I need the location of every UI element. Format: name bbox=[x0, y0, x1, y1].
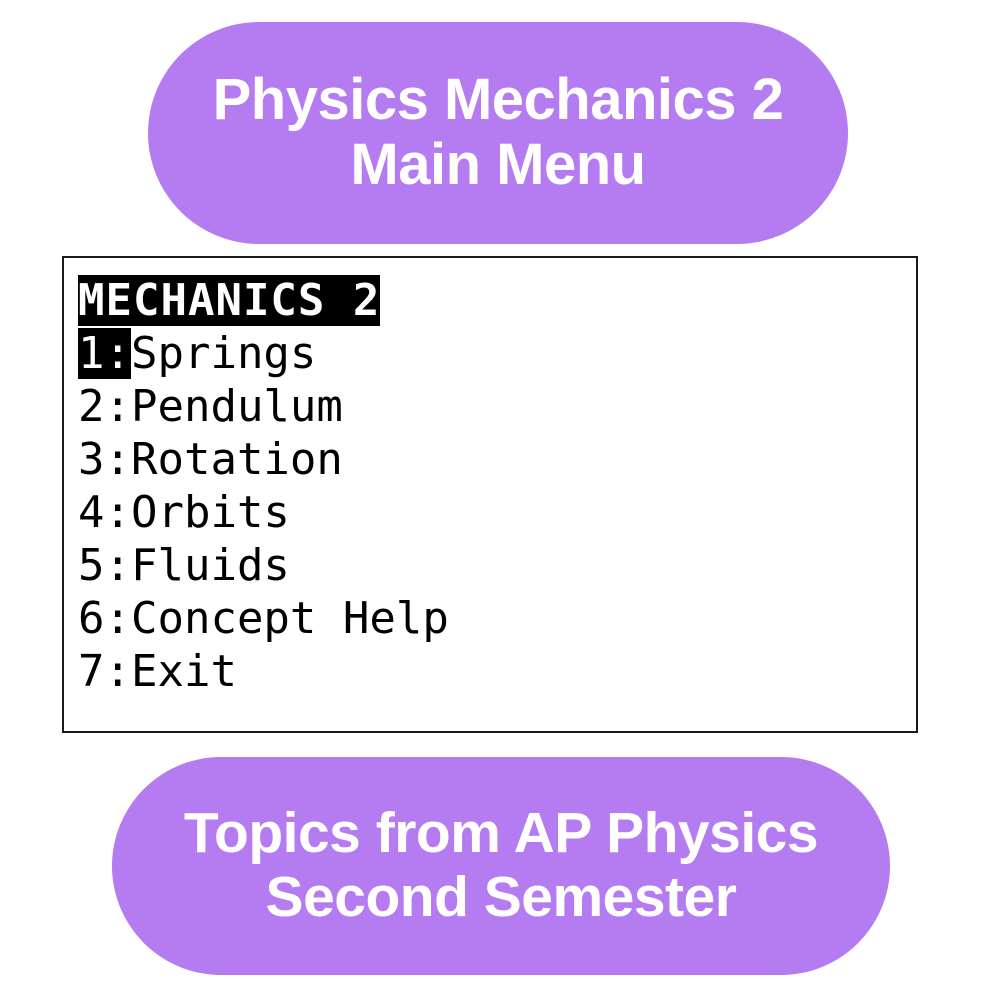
menu-item-fluids[interactable] bbox=[78, 539, 916, 592]
subtitle-banner-line-1: Topics from AP Physics bbox=[183, 801, 819, 866]
menu-item-pendulum[interactable] bbox=[78, 380, 916, 433]
menu-item-fluids-prefix: 5: bbox=[78, 540, 131, 591]
menu-title: MECHANICS 2 bbox=[78, 275, 381, 326]
menu-title-row bbox=[78, 274, 916, 327]
title-banner-text bbox=[213, 68, 784, 198]
calculator-screen-content bbox=[64, 258, 916, 698]
menu-item-springs-label: Springs bbox=[130, 328, 317, 379]
menu-item-concept-help-label: Concept Help bbox=[130, 593, 449, 644]
menu-item-pendulum-label: Pendulum bbox=[130, 381, 343, 432]
title-banner-line-1: Physics Mechanics 2 bbox=[212, 67, 784, 133]
title-banner bbox=[148, 22, 848, 244]
menu-item-pendulum-prefix: 2: bbox=[78, 381, 131, 432]
menu-item-rotation-prefix: 3: bbox=[78, 434, 131, 485]
menu-item-concept-help[interactable] bbox=[78, 592, 916, 645]
menu-item-exit-label: Exit bbox=[130, 646, 237, 697]
menu-item-rotation[interactable] bbox=[78, 433, 916, 486]
title-banner-line-2: Main Menu bbox=[350, 132, 646, 197]
menu-item-orbits-label: Orbits bbox=[130, 487, 290, 538]
subtitle-banner bbox=[112, 757, 890, 975]
menu-item-orbits-prefix: 4: bbox=[78, 487, 131, 538]
subtitle-banner-line-2: Second Semester bbox=[265, 865, 737, 929]
menu-item-fluids-label: Fluids bbox=[130, 540, 290, 591]
menu-item-orbits[interactable] bbox=[78, 486, 916, 539]
calculator-screen bbox=[62, 256, 918, 733]
subtitle-banner-text bbox=[184, 802, 818, 930]
menu-item-springs-prefix: 1: bbox=[78, 328, 131, 379]
menu-item-concept-help-prefix: 6: bbox=[78, 593, 131, 644]
menu-item-springs[interactable] bbox=[78, 327, 916, 380]
menu-item-exit[interactable] bbox=[78, 645, 916, 698]
menu-item-exit-prefix: 7: bbox=[78, 646, 131, 697]
menu-item-rotation-label: Rotation bbox=[130, 434, 343, 485]
